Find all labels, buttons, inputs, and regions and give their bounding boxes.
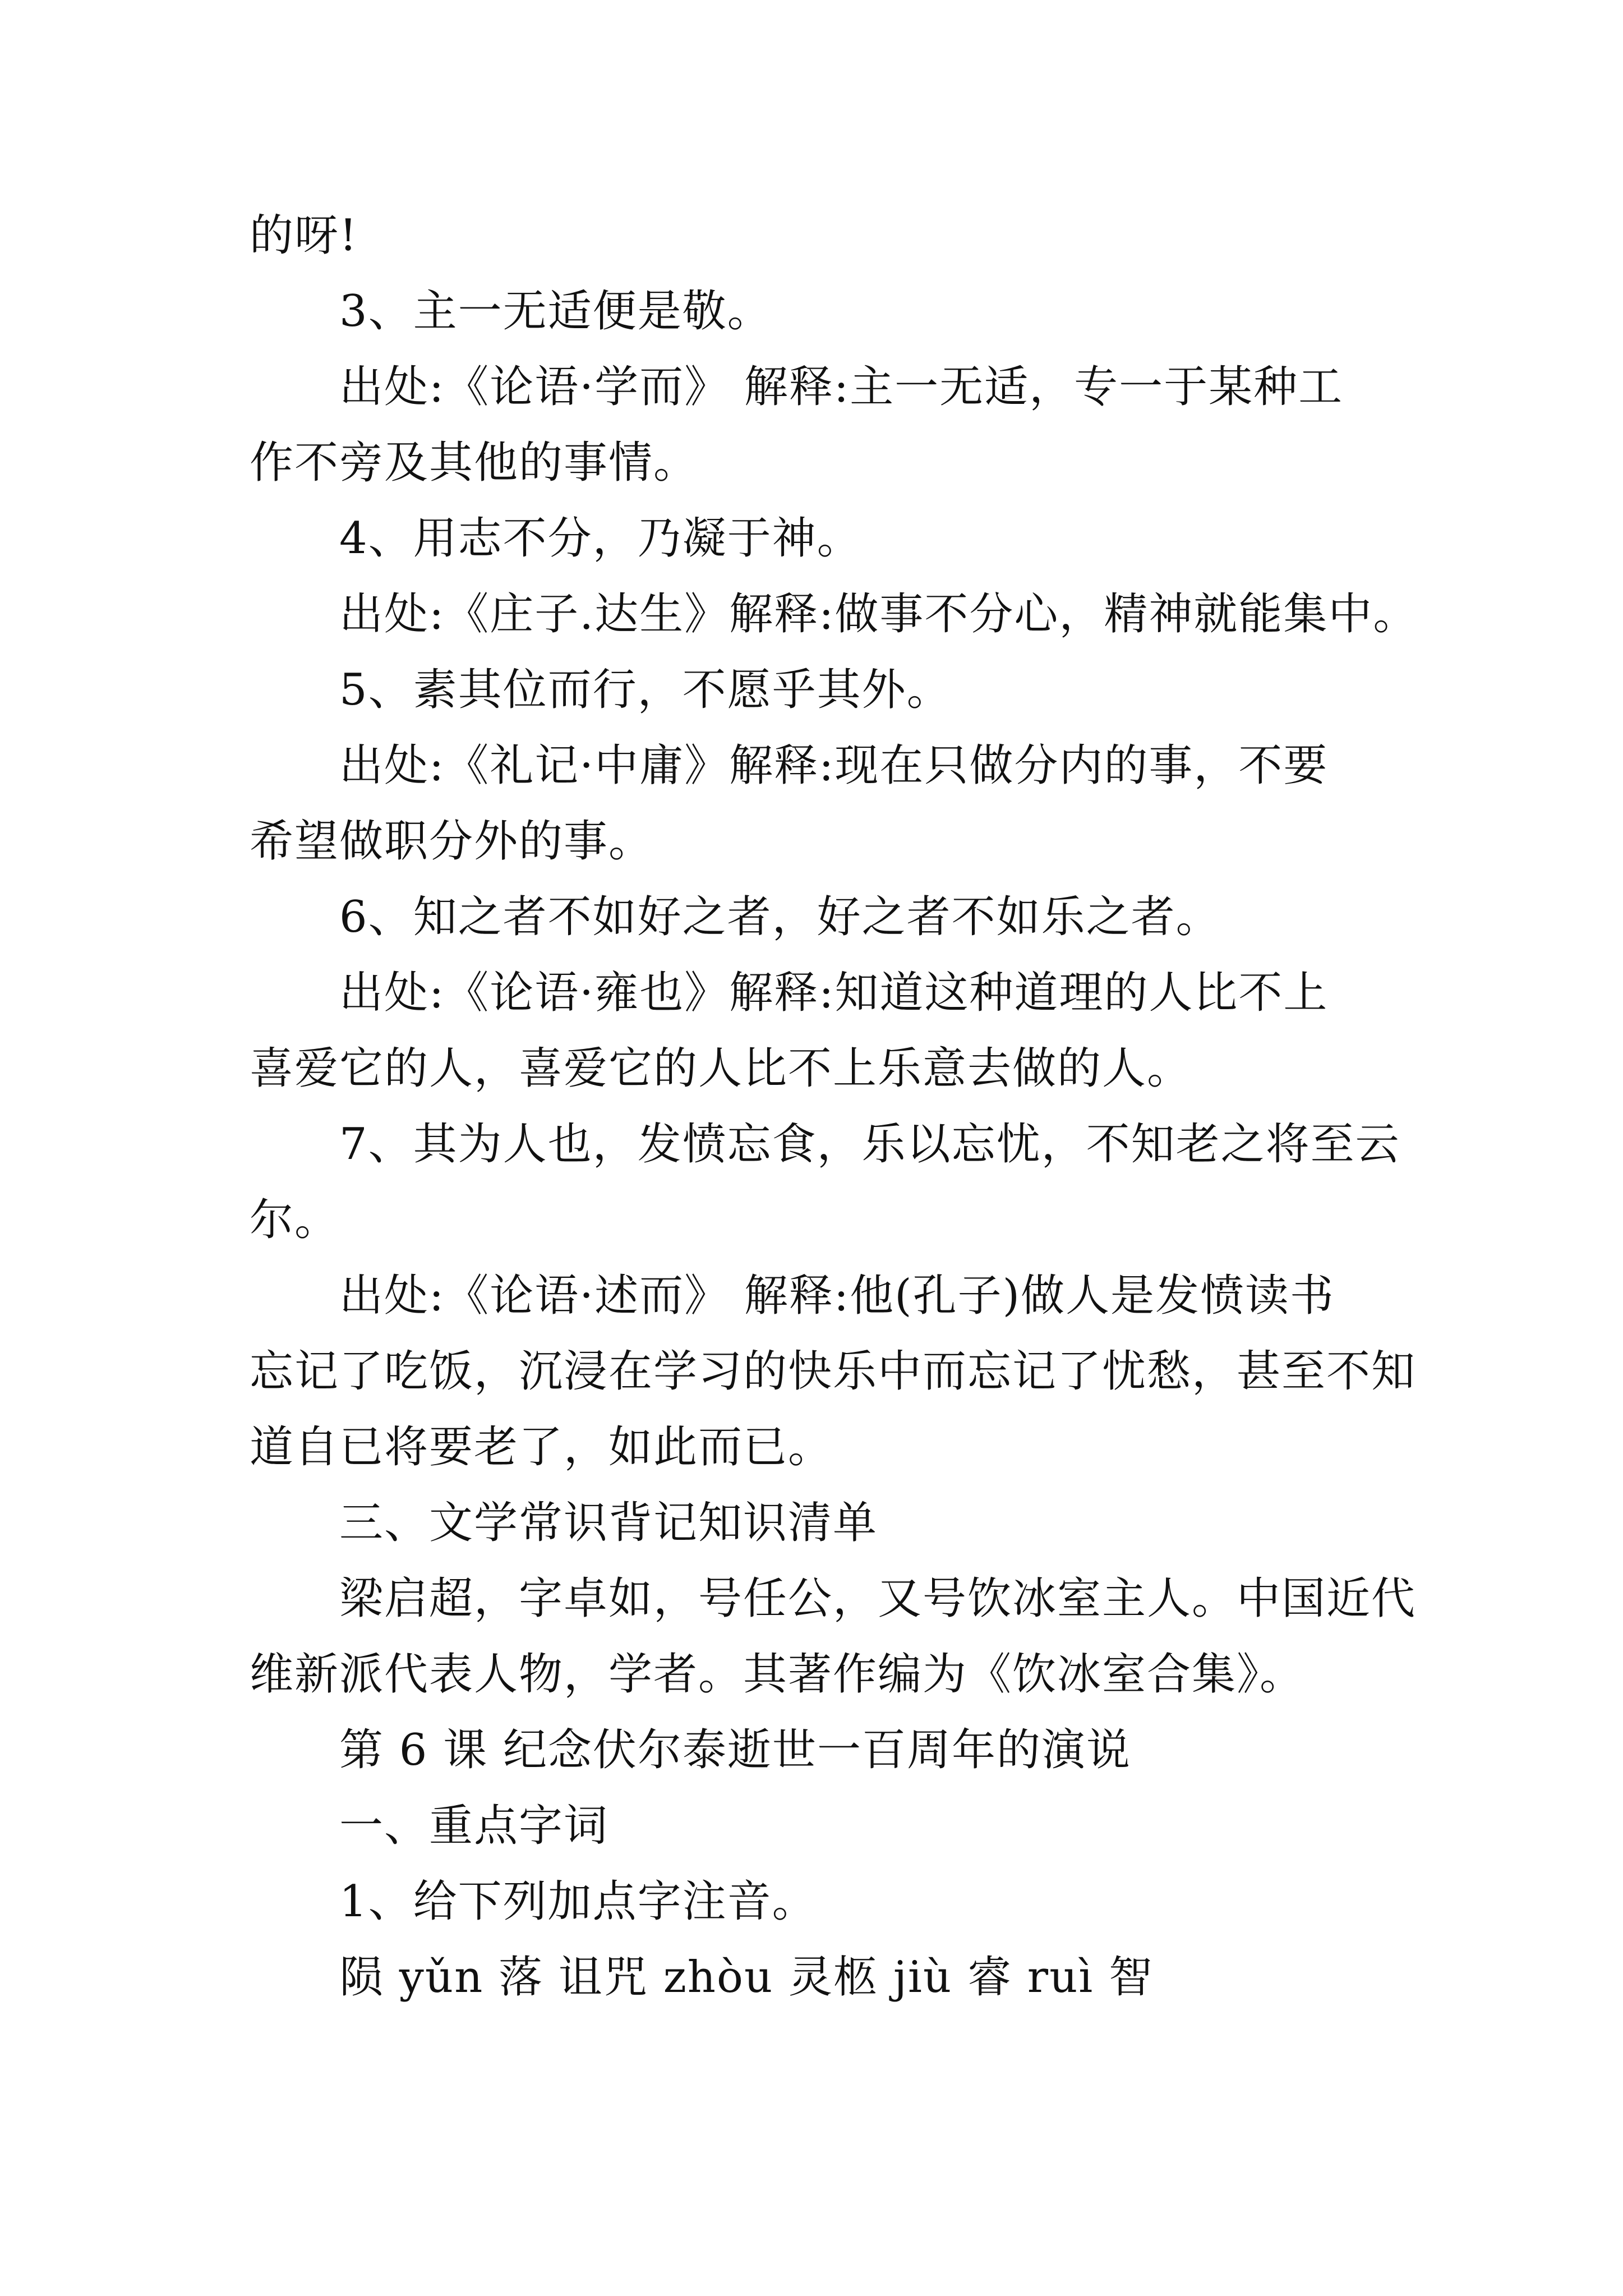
text-line: 维新派代表人物，学者。其著作编为《饮冰室合集》。: [250, 1649, 1305, 1700]
text-line: 梁启超，字卓如，号任公，又号饮冰室主人。中国近代: [339, 1573, 1417, 1624]
section-heading: 一、重点字词: [339, 1801, 609, 1851]
text-line: 陨 yǔn 落 诅咒 zhòu 灵柩 jiù 睿 ruì 智: [339, 1952, 1154, 2003]
text-line: 出处:《论语·述而》 解释:他(孔子)做人是发愤读书: [339, 1271, 1335, 1321]
text-line: 5、素其位而行，不愿乎其外。: [339, 665, 952, 715]
text-line: 出处:《论语·雍也》解释:知道这种道理的人比不上: [339, 968, 1329, 1018]
section-heading: 三、文学常识背记知识清单: [339, 1498, 878, 1548]
text-line: 希望做职分外的事。: [250, 816, 654, 867]
text-line: 6、知之者不如好之者，好之者不如乐之者。: [339, 892, 1221, 942]
text-line: 忘记了吃饭，沉浸在学习的快乐中而忘记了忧愁，甚至不知: [250, 1346, 1417, 1397]
text-line: 道自已将要老了，如此而已。: [250, 1422, 833, 1473]
text-line: 尔。: [250, 1195, 340, 1245]
text-line: 1、给下列加点字注音。: [339, 1876, 817, 1927]
text-line: 的呀!: [250, 210, 358, 261]
text-line: 4、用志不分，乃凝于神。: [339, 513, 862, 564]
text-line: 7、其为人也，发愤忘食，乐以忘忧，不知老之将至云: [339, 1119, 1400, 1170]
text-line: 出处:《庄子.达生》解释:做事不分心，精神就能集中。: [339, 589, 1418, 639]
text-line: 出处:《论语·学而》 解释:主一无适，专一于某种工: [339, 362, 1344, 412]
text-line: 3、主一无适便是敬。: [339, 286, 772, 337]
lesson-heading: 第 6 课 纪念伏尔泰逝世一百周年的演说: [339, 1725, 1132, 1775]
text-line: 作不旁及其他的事情。: [250, 438, 699, 488]
text-line: 喜爱它的人，喜爱它的人比不上乐意去做的人。: [250, 1043, 1192, 1094]
text-line: 出处:《礼记·中庸》解释:现在只做分内的事，不要: [339, 740, 1329, 791]
